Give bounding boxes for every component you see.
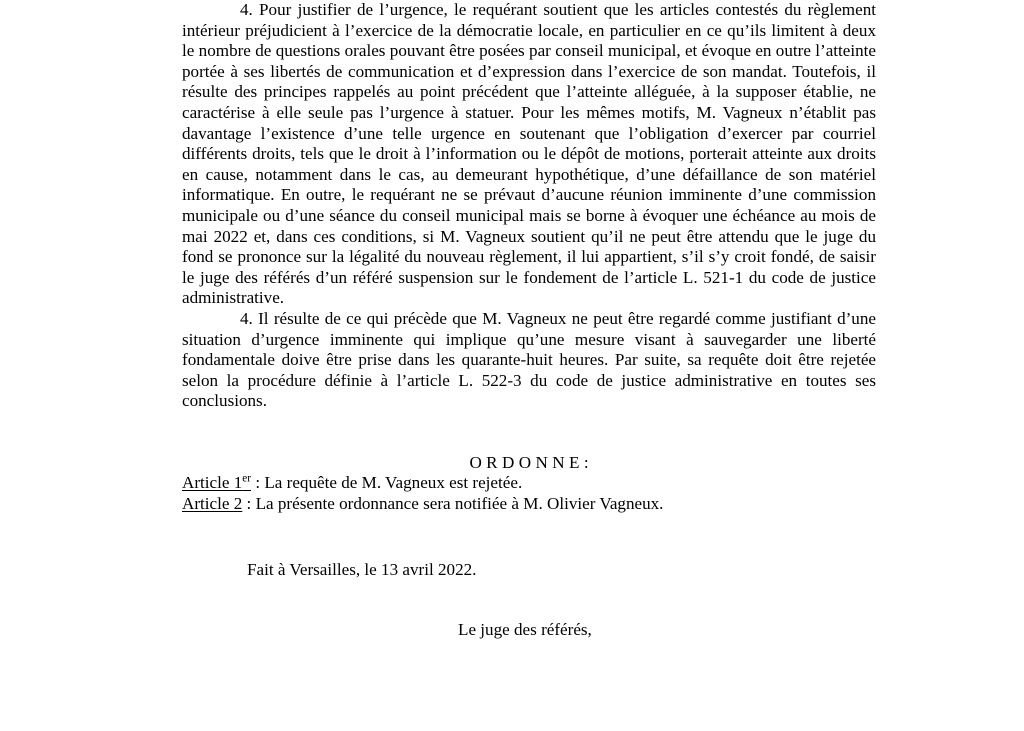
place-and-date: Fait à Versailles, le 13 avril 2022. (247, 559, 477, 579)
article-1-label (182, 473, 251, 492)
article-2-line (182, 494, 876, 515)
paragraph-4-urgence: 4. Pour justifier de l’urgence, le requérant soutient que les articles contestés du règlement intérieur préjudicient à l’exercice de la démocratie locale, en particulier en ce qu’ils limitent à deux le nombre de questions orales pouvant être posées par conseil municipal, et évoque en outre l’atteinte portée à ses libertés de communication et d’expression dans l’exercice de son mandat. Toutefois, il résulte des principes rappelés au point précédent que l’atteinte alléguée, à la supposer établie, ne caractérise à elle seule pas l’urgence à statuer. Pour les mêmes motifs, M. Vagneux n’établit pas davantage l’existence d’une telle urgence en soutenant que l’obligation d’exercer par courriel différents droits, tels que le droit à l’information ou le dépôt de motions, porterait atteinte aux droits en cause, notamment dans le cas, au demeurant hypothétique, d’une défaillance de son matériel informatique. En outre, le requérant ne se prévaut d’aucune réunion imminente d’une commission municipale ou d’une séance du conseil municipal mais se borne à évoquer une échéance au mois de mai 2022 et, dans ces conditions, si M. Vagneux soutient qu’il ne peut être attendu que le juge du fond se prononce sur la légalité du nouveau règlement, il lui appartient, s’il s’y croit fondé, de saisir le juge des référés d’un référé suspension sur le fondement de l’article L. 521-1 du code de justice administrative. (182, 0, 876, 308)
article-2-text: La présente ordonnance sera notifiée à M. Olivier Vagneux. (255, 494, 664, 514)
ordonne-word: ORDONNE (469, 452, 584, 472)
signature-title: Le juge des référés, (458, 620, 592, 640)
article-1-ordinal-suffix: er (242, 472, 252, 485)
article-2-label-text: Article 2 (182, 494, 243, 514)
article-2-separator: : (242, 494, 256, 514)
ordonne-heading (182, 412, 876, 474)
article-1-label-text: Article 1 (182, 473, 243, 493)
article-1-text: La requête de M. Vagneux est rejetée. (264, 473, 523, 493)
article-1-line (182, 473, 876, 494)
paragraph-4-conclusion: 4. Il résulte de ce qui précède que M. Vagneux ne peut être regardé comme justifiant d’une situation d’urgence imminente qui implique qu’une mesure visant à sauvegarder une liberté fondamentale doive être prise dans les quarante-huit heures. Par suite, sa requête doit être rejetée selon la procédure définie à l’article L. 522-3 du code de justice administrative en toutes ses conclusions. (182, 308, 876, 411)
ordonne-colon: : (583, 452, 589, 472)
article-1-separator: : (251, 473, 265, 493)
document-text-column (182, 0, 876, 641)
article-2-label (182, 494, 242, 513)
